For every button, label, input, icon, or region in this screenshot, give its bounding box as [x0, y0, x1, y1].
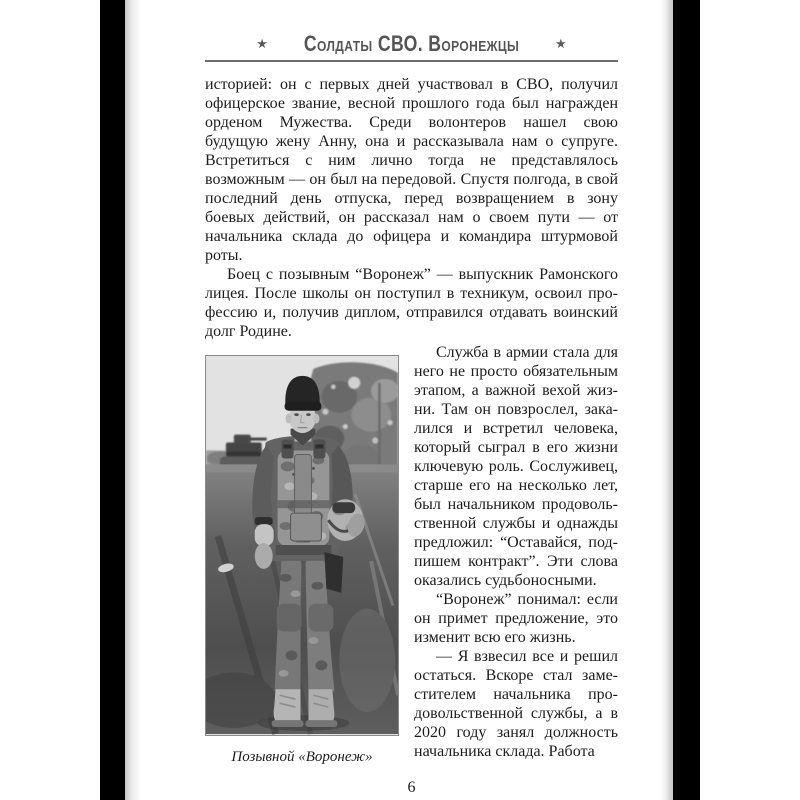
scan-black-border [100, 0, 700, 800]
page-content [205, 0, 618, 797]
photo-caption: Позывной «Воронеж» [231, 749, 373, 765]
page-number: 6 [407, 779, 416, 796]
body-text [205, 75, 618, 797]
soldier-photo-illustration [206, 356, 398, 735]
soldier-photo-figure [205, 355, 399, 766]
running-title-text: Солдаты СВО. Воронежцы [303, 31, 520, 56]
running-head [205, 0, 618, 62]
paragraph-1: историей: он с первых дней участвовал в СВО, получил офицерское звание, весной прошлого года был награжден орденом Мужества. Среди волонтеров нашел свою будущую жену Анну, она и рассказывала нам о супруге. Встретиться с ним лично тогда не представлялось возможным — он был на передовой. Спустя полгода, в свой последний день отпуска, перед возвращением в зону боевых действий, он рассказал нам о своем пути — от начальника склада до офицера и командира штурмовой роты. [205, 76, 618, 264]
book-page [125, 0, 673, 800]
paragraph-5: — Я взвесил все и решил остаться. Вскоре стал заместителем начальника продовольственной службы, а в 2020 году занял должность начальника склада. Работа [414, 648, 618, 760]
header-rule [205, 60, 618, 62]
star-icon-left: ★ [256, 36, 268, 52]
photo-text-row [205, 343, 618, 766]
soldier-photo [205, 355, 399, 736]
side-text-column [414, 343, 618, 766]
running-title [205, 32, 618, 56]
paragraph-2: Боец с позывным “Воронеж” — выпускник Рамонского лицея. После школы он поступил в техникум, освоил профессию и, получив диплом, отправился отдавать воинский долг Родине. [205, 266, 618, 340]
star-icon-right: ★ [555, 36, 567, 52]
paragraph-3: Служба в армии стала для него не просто обязательным этапом, а важной вехой жизни. Там он повзрослел, закалился и встретил человека, который сыграл в его жизни ключевую роль. Сослуживец, старше его на несколько лет, был начальником продовольственной службы и однажды предложил: “Оставайся, подпишем контракт”. Эти слова оказались судьбоносными. [414, 344, 618, 589]
paragraph-4: “Воронеж” понимал: если он примет предложение, это изменит всю его жизнь. [414, 591, 618, 646]
